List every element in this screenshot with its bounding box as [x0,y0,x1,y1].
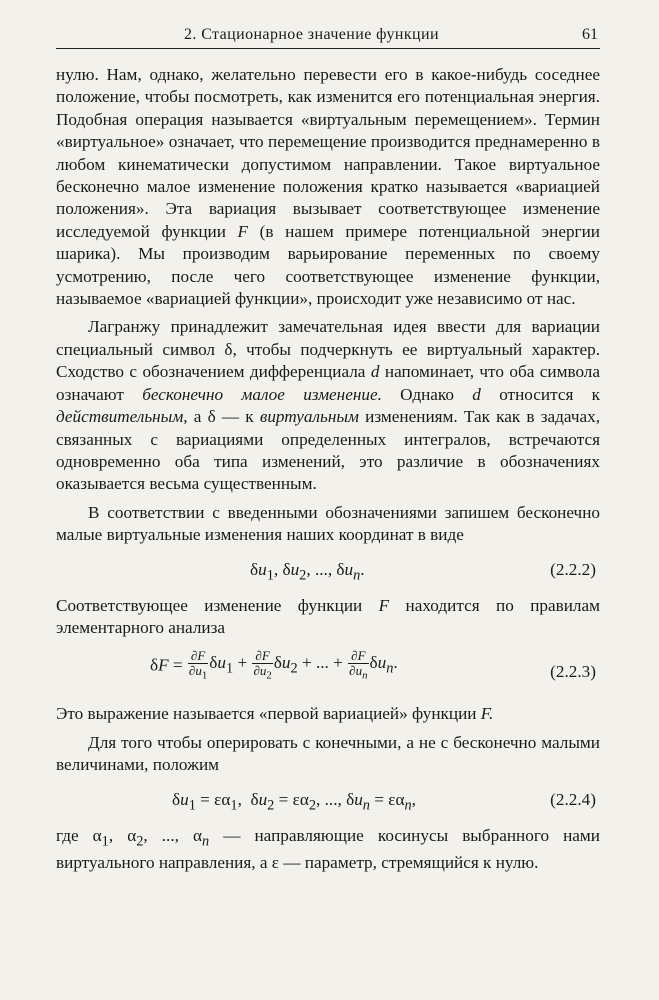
page-number: 61 [582,26,598,43]
running-title: 2. Стационарное значение функции [184,26,439,43]
page-header [56,24,600,49]
body-text [56,64,600,875]
equation-2-2-4: $\delta u_1 = \varepsilon\alpha_1$, $\delta u_2 = \varepsilon\alpha_2$, ..., $\delta u_n = \varepsilon\alpha_n$, (2.2.4) [172,789,596,813]
equation-number: (2.2.3) [550,662,596,682]
equation-2-2-3: δF = $\frac{\partial F}{\partial u_1}$ $\delta u_1$ + $\frac{\partial F}{\partial u_2}$ $\delta u_2$ + ... + $\frac{\partial F}{\partial u_n}$ $\delta u_n$. (2.2.3) [150,648,596,682]
paragraph-4: Соответствующее изменение функции F находится по правилам элементарного анализа [56,595,601,637]
paragraph-5: Это выражение называется «первой вариацией» функции F. [56,704,494,724]
paragraph-1: нулю. Нам, однако, желательно перевести его в какое-нибудь соседнее положение, чтобы посмотреть, как изменится его потенциальная энергия. Подобная операция называется «виртуальным перемещением». Термин «виртуальное» означает, что перемещение производится преднамеренно в любом кинематически допустимом направлении. Такое виртуальное бесконечно малое изменение положения кратко называется «вариацией положения». Эта вариация вызывает соответствующее изменение исследуемой функции F (в нашем примере потенциальной энергии шарика). Мы производим варьирование переменных по своему усмотрению, после чего соответствующее изменение функции, называемое «вариацией функции», происходит уже независимо от нас. [56,65,601,309]
paragraph-7: где $\alpha_1$, $\alpha_2$, ..., $\alpha_n$ — направляющие косинусы выбранного нами виртуального направления, а ε — параметр, стремящийся к нулю. [56,825,600,873]
equation-number: (2.2.2) [550,559,596,579]
paragraph-2: Лагранжу принадлежит замечательная идея ввести для вариации специальный символ δ, чтобы подчеркнуть ее виртуальный характер. Сходство с обозначением дифференциала d напоминает, что оба символа означают бесконечно малое изменение. Однако d относится к действительным, а δ — к виртуальным изменениям. Так как в задачах, связанных с вариациями определенных интегралов, встречаются одновременно оба типа изменений, это различие в обозначениях оказывается весьма существенным. [56,317,601,494]
paragraph-3: В соответствии с введенными обозначениями запишем бесконечно малые виртуальные изменения наших координат в виде [56,502,600,545]
equation-number: (2.2.4) [550,789,596,809]
equation-2-2-2: $\delta u_1$, $\delta u_2$, ..., $\delta u_n$. (2.2.2) [250,559,596,583]
paragraph-6: Для того чтобы оперировать с конечными, а не с бесконечно малыми величинами, положим [56,732,600,775]
